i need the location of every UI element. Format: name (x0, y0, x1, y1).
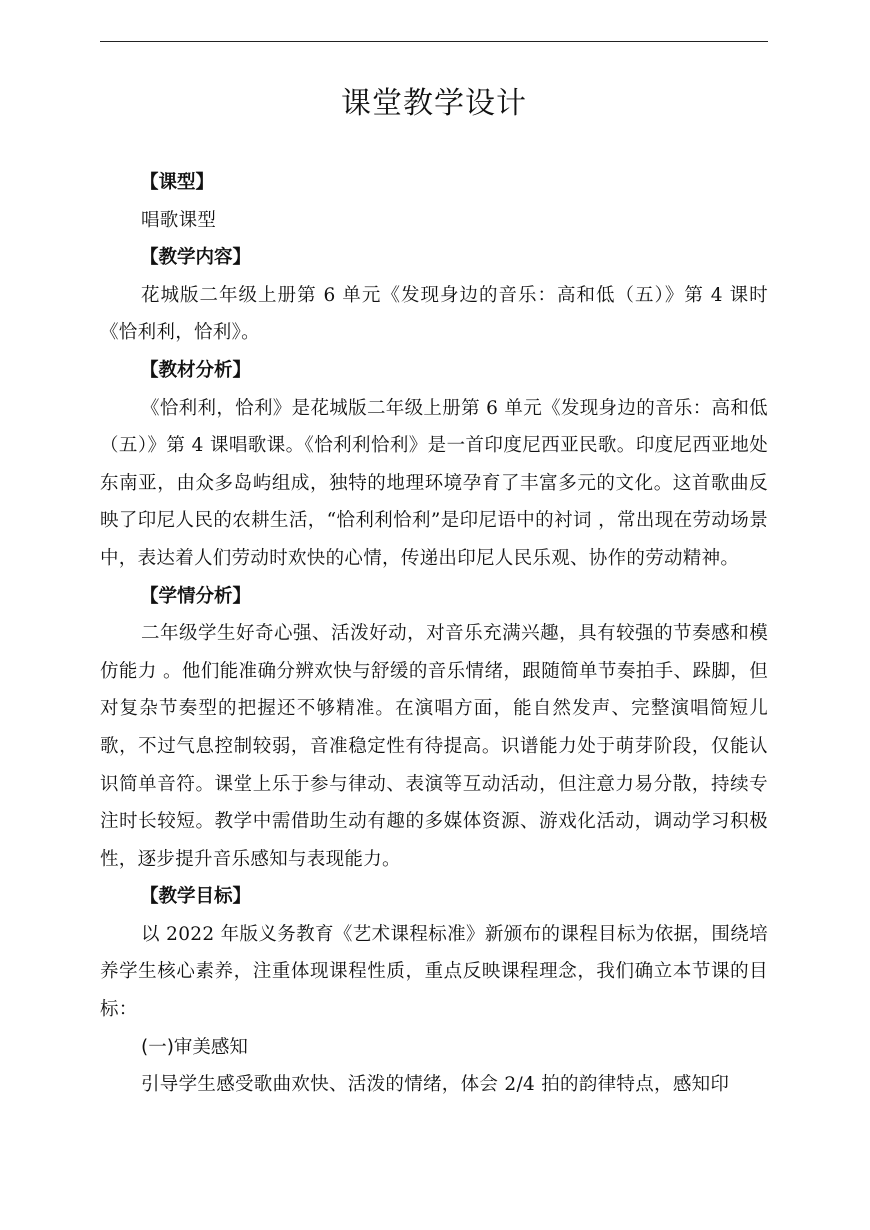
section-heading-teaching-goals: 【教学目标】 (140, 886, 252, 908)
section-heading-student-analysis: 【学情分析】 (140, 585, 252, 607)
paragraph-textbook-analysis: 《恰利利，恰利》是花城版二年级上册第 6 单元《发现身边的音乐：高和低（五）》第 4 课唱歌课。《恰利利恰利》是一首印度尼西亚民歌。印度尼西亚地处东南亚，由众多岛屿组成，独特的地理环境孕育了丰富多元的文化。这首歌曲反映了印尼人民的农耕生活，“恰利利恰利”是印尼语中的衬词 ，常出现在劳动场景中，表达着人们劳动时欢快的心情，传递出印尼人民乐观、协作的劳动精神。 (100, 397, 768, 569)
section-lesson-type (100, 164, 768, 239)
section-teaching-goals (100, 878, 768, 1028)
subsection-aesthetic-perception (100, 1029, 768, 1104)
header-rule (100, 41, 768, 42)
section-heading-teaching-content: 【教学内容】 (140, 247, 252, 269)
subsection-heading: (一)审美感知 (141, 1036, 248, 1058)
paragraph-teaching-content: 花城版二年级上册第 6 单元《发现身边的音乐：高和低（五）》第 4 课时《恰利利，恰利》。 (100, 284, 768, 344)
section-teaching-content (100, 239, 768, 352)
subsection-paragraph: 引导学生感受歌曲欢快、活泼的情绪，体会 2/4 拍的韵律特点，感知印 (141, 1074, 730, 1096)
section-heading-textbook-analysis: 【教材分析】 (140, 359, 252, 381)
paragraph-teaching-goals: 以 2022 年版义务教育《艺术课程标准》新颁布的课程目标为依据，围绕培养学生核心素养，注重体现课程性质，重点反映课程理念，我们确立本节课的目标： (100, 923, 768, 1021)
section-student-analysis (100, 578, 768, 879)
document-title: 课堂教学设计 (341, 86, 527, 121)
section-heading-lesson-type: 【课型】 (140, 172, 215, 193)
paragraph-lesson-type: 唱歌课型 (141, 209, 217, 231)
section-textbook-analysis (100, 352, 768, 578)
document-body (100, 164, 768, 1104)
paragraph-student-analysis: 二年级学生好奇心强、活泼好动，对音乐充满兴趣，具有较强的节奏感和模仿能力 。他们能准确分辨欢快与舒缓的音乐情绪，跟随简单节奏拍手、跺脚，但对复杂节奏型的把握还不够精准。在演唱方面，能自然发声、完整演唱简短儿歌，不过气息控制较弱，音准稳定性有待提高。识谱能力处于萌芽阶段，仅能认识简单音符。课堂上乐于参与律动、表演等互动活动，但注意力易分散，持续专注时长较短。教学中需借助生动有趣的多媒体资源、游戏化活动，调动学习积极性，逐步提升音乐感知与表现能力。 (100, 623, 768, 870)
